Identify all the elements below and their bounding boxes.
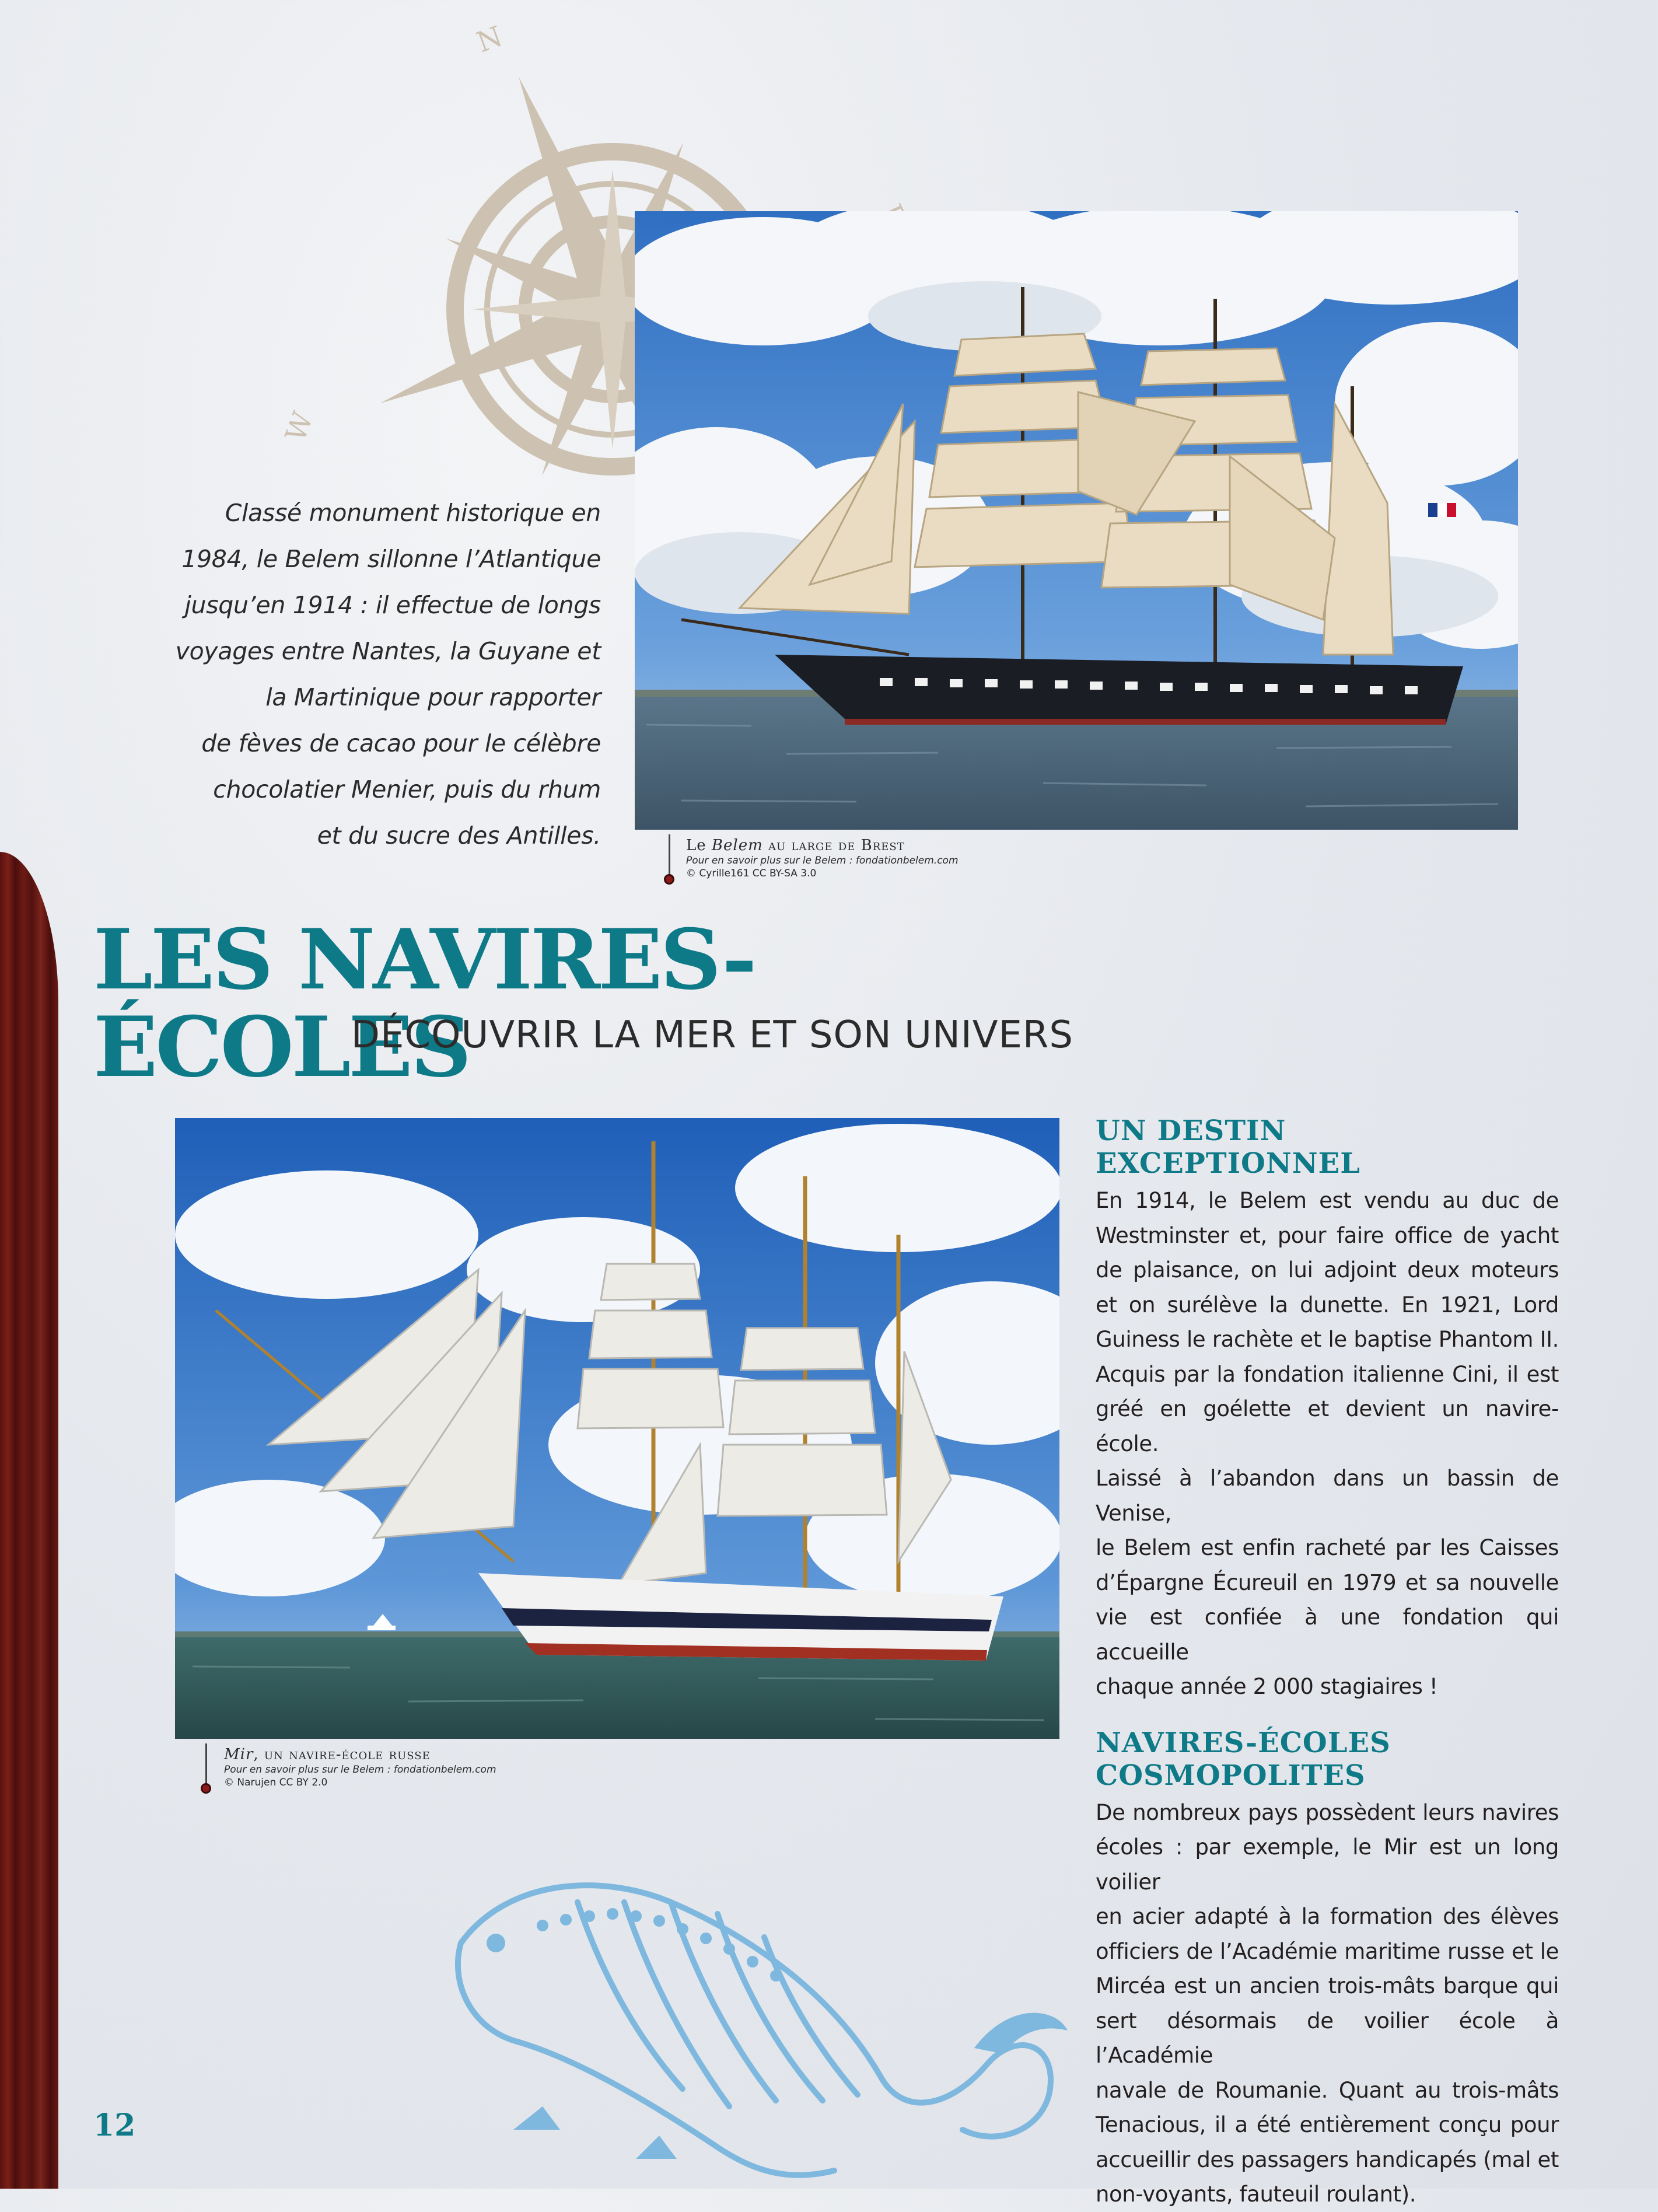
section1-line: Westminster et, pour faire office de yacht xyxy=(1096,1222,1559,1248)
page-number: 12 xyxy=(93,2108,136,2143)
article-column xyxy=(1096,1114,1559,2212)
belem-caption-note: Pour en savoir plus sur le Belem : fondationbelem.com xyxy=(686,855,959,866)
caption-prefix: Le xyxy=(686,837,712,854)
section1-line: chaque année 2 000 stagiaires ! xyxy=(1096,1674,1438,1699)
mir-caption-title xyxy=(224,1746,632,1763)
section2-line: non-voyants, fauteuil roulant). xyxy=(1096,2182,1416,2207)
page-title: LES NAVIRES-ÉCOLES xyxy=(93,911,755,1096)
intro-line: 1984, le Belem sillonne l’Atlantique xyxy=(181,545,601,573)
section1-line: gréé en goélette et devient un navire-école. xyxy=(1096,1396,1559,1456)
section1-line: Acquis par la fondation italienne Cini, il est xyxy=(1096,1361,1559,1387)
caption-ship-name: Belem xyxy=(711,837,763,854)
section1-line: En 1914, le Belem est vendu au duc de xyxy=(1096,1188,1559,1213)
section1-heading-line: EXCEPTIONNEL xyxy=(1096,1147,1360,1180)
section2-line: Tenacious, il a été entièrement conçu pour xyxy=(1096,2112,1559,2137)
compass-west-label: W xyxy=(279,407,320,446)
section2-line: écoles : par exemple, le Mir est un long voilier xyxy=(1096,1834,1559,1895)
section1-line: le Belem est enfin racheté par les Caisses xyxy=(1096,1535,1559,1560)
intro-line: et du sucre des Antilles. xyxy=(317,822,601,850)
page-subtitle: DÉCOUVRIR LA MER ET SON UNIVERS xyxy=(351,1014,1073,1057)
section1-line: de plaisance, on lui adjoint deux moteurs xyxy=(1096,1257,1559,1283)
section1-body xyxy=(1096,1183,1559,1704)
section1-line: Guiness le rachète et le baptise Phantom II. xyxy=(1096,1327,1559,1352)
caption-marker-icon xyxy=(664,874,674,885)
intro-paragraph xyxy=(175,490,601,859)
wood-edge-decoration xyxy=(0,852,58,2189)
section2-body xyxy=(1096,1795,1559,2212)
caption-suffix: , un navire-école russe xyxy=(253,1746,431,1763)
intro-line: de fèves de cacao pour le célèbre xyxy=(201,729,601,757)
section2-line: accueillir des passagers handicapés (mal et xyxy=(1096,2147,1559,2172)
belem-caption-credit: © Cyrille161 CC BY-SA 3.0 xyxy=(686,868,817,879)
intro-line: chocolatier Menier, puis du rhum xyxy=(213,775,601,803)
section2-line: sert désormais de voilier école à l’Académie xyxy=(1096,2008,1559,2068)
section2-line: officiers de l’Académie maritime russe et le xyxy=(1096,1938,1559,1964)
section2-line: navale de Roumanie. Quant au trois-mâts xyxy=(1096,2077,1559,2103)
caption-marker-icon xyxy=(201,1783,211,1794)
section2-heading xyxy=(1096,1727,1559,1792)
section1-line: vie est confiée à une fondation qui accueille xyxy=(1096,1605,1559,1665)
intro-line: jusqu’en 1914 : il effectue de longs xyxy=(184,591,601,619)
section2-heading-line: COSMOPOLITES xyxy=(1096,1759,1366,1792)
compass-north-label: N xyxy=(472,20,507,60)
section2-line: en acier adapté à la formation des élèves xyxy=(1096,1904,1559,1929)
section1-heading-line: UN DESTIN xyxy=(1096,1114,1286,1147)
caption-ship-name: Mir xyxy=(224,1746,254,1763)
section1-line: Laissé à l’abandon dans un bassin de Venise, xyxy=(1096,1466,1559,1526)
section2-line: De nombreux pays possèdent leurs navires xyxy=(1096,1799,1559,1825)
section1-line: d’Épargne Écureuil en 1979 et sa nouvelle xyxy=(1096,1570,1559,1595)
caption-suffix: au large de Brest xyxy=(762,837,905,854)
mir-caption-note: Pour en savoir plus sur le Belem : fondationbelem.com xyxy=(224,1764,496,1776)
section2-line: Mircéa est un ancien trois-mâts barque qui xyxy=(1096,1973,1559,1998)
section1-line: et on surélève la dunette. En 1921, Lord xyxy=(1096,1292,1559,1318)
mir-photo-caption xyxy=(224,1746,632,1789)
sea-monster-illustration xyxy=(426,1855,1079,2189)
belem-caption-title xyxy=(686,837,1094,854)
intro-line: voyages entre Nantes, la Guyane et xyxy=(175,637,601,665)
section1-heading xyxy=(1096,1114,1559,1180)
intro-line: Classé monument historique en xyxy=(225,499,601,527)
mir-caption-credit: © Narujen CC BY 2.0 xyxy=(224,1777,328,1788)
intro-line: la Martinique pour rapporter xyxy=(265,683,601,711)
belem-photo-caption xyxy=(686,837,1094,880)
section2-heading-line: NAVIRES-ÉCOLES xyxy=(1096,1726,1391,1759)
belem-ship-photo xyxy=(635,211,1518,830)
mir-ship-photo xyxy=(175,1118,1059,1739)
